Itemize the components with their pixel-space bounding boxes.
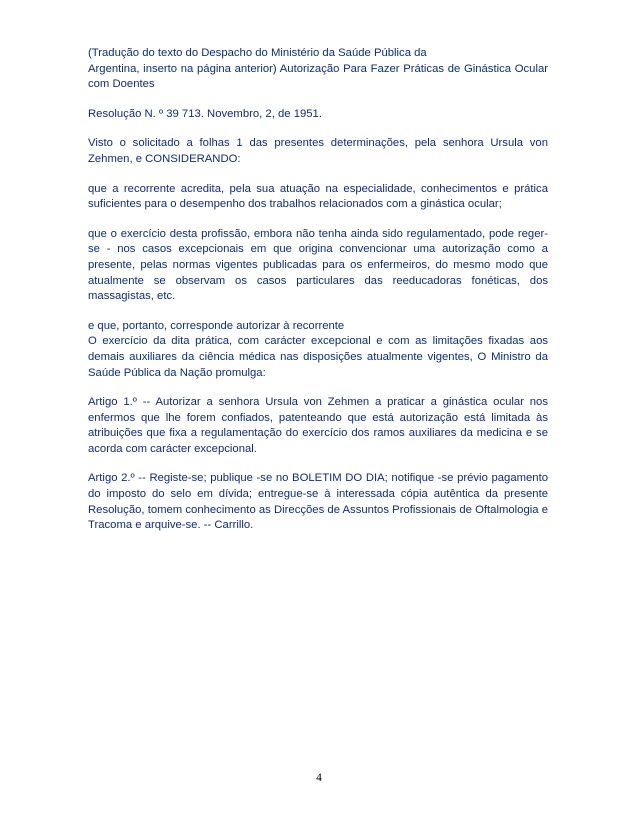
paragraph-artigo-2: Artigo 2.º -- Registe-se; publique -se no BOLETIM DO DIA; notifique -se prévio pagamento do imposto do selo em dívida; entregue-se à interessada cópia autêntica da presente Resolução, tomem conhecimento as Direcções de Assuntos Profissionais de Oftalmologia e Tracoma e arquive-se. -- Carrillo. (88, 472, 548, 532)
header-line-2: Argentina, inserto na página anterior) Autorização Para Fazer Práticas de Ginástica Ocular com Doentes (88, 62, 548, 91)
page-number: 4 (316, 772, 322, 784)
resolution-line: Resolução N. º 39 713. Novembro, 2, de 1951. (88, 107, 322, 120)
document-body (88, 46, 548, 548)
paragraph-artigo-1: Artigo 1.º -- Autorizar a senhora Ursula von Zehmen a praticar a ginástica ocular nos enfermos que lhe forem confiados, patenteando que está autorização está limitada às atribuições que fixa a regulamentação do exercício dos ramos auxiliares da medicina e se acorda com carácter excepcional. (88, 396, 548, 455)
paragraph-visto: Visto o solicitado a folhas 1 das presentes determinações, pela senhora Ursula von Zehmen, e CONSIDERANDO: (88, 137, 548, 165)
paragraph-portanto: e que, portanto, corresponde autorizar à recorrente O exercício da dita prática, com carácter excepcional e com as limitações fixadas aos demais auxiliares da ciência médica nas disposições atualmente vigentes, O Ministro da Saúde Pública da Nação promulga: (88, 319, 548, 379)
paragraph-exercicio: que o exercício desta profissão, embora não tenha ainda sido regulamentado, pode reger-se - nos casos excepcionais em que origina convencionar uma autorização como a presente, pelas normas vigentes publicadas para os enfermeiros, do mesmo modo que atualmente se observam os casos particulares das reeducadoras fonéticas, dos massagistas, etc. (88, 227, 548, 303)
document-header (88, 46, 548, 93)
paragraph-recorrente: que a recorrente acredita, pela sua atuação na especialidade, conhecimentos e prática suficientes para o desempenho dos trabalhos relacionados com a ginástica ocular; (88, 182, 548, 211)
header-line-1: (Tradução do texto do Despacho do Ministério da Saúde Pública da (88, 47, 427, 59)
